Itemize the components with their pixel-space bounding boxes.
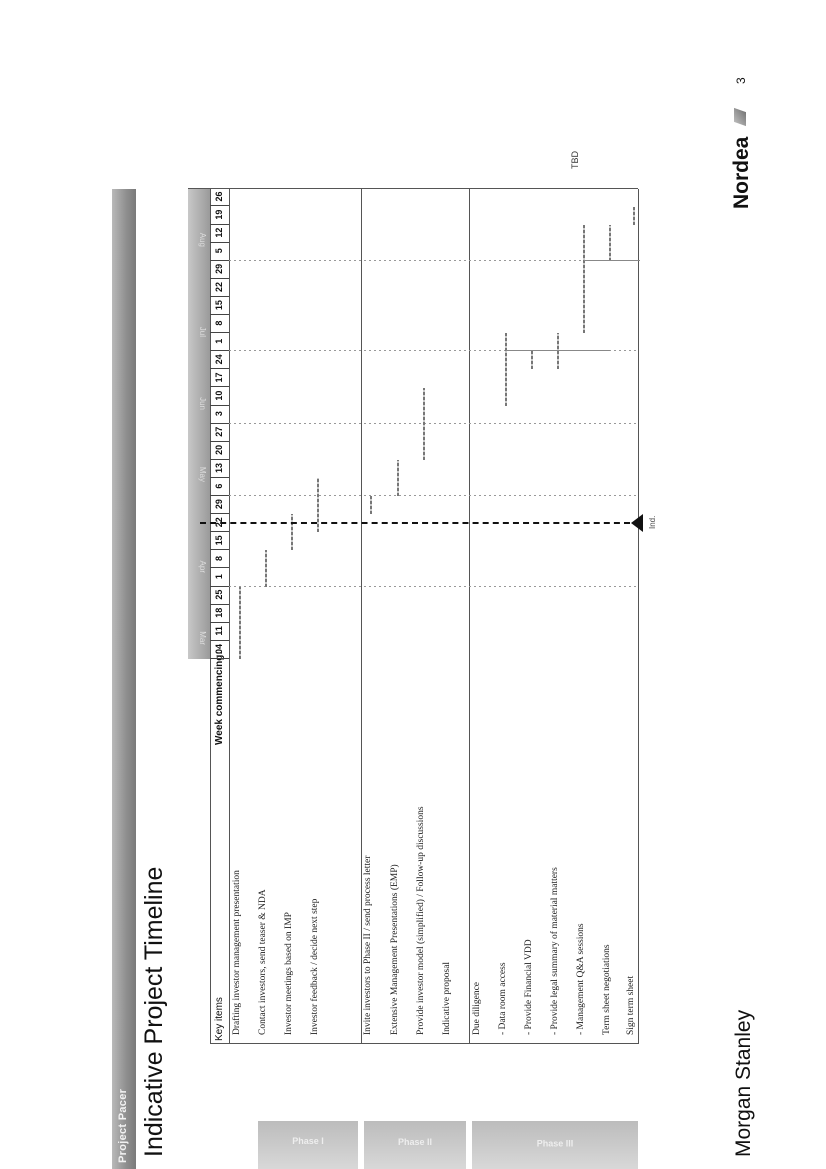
phase-tab-3 bbox=[472, 1121, 638, 1169]
week-cell: 26 bbox=[210, 187, 229, 206]
grid-line bbox=[188, 188, 638, 189]
month-label: Jul bbox=[198, 327, 207, 338]
week-cell: 20 bbox=[210, 441, 229, 460]
row-label: - Provide Financial VDD bbox=[524, 939, 534, 1035]
week-cell: 15 bbox=[210, 296, 229, 315]
week-cell: 1 bbox=[210, 568, 229, 587]
gantt-bar bbox=[505, 333, 507, 405]
week-cell: 10 bbox=[210, 387, 229, 406]
week-cell: 27 bbox=[210, 423, 229, 442]
deadline-label: Ind. bbox=[648, 515, 657, 529]
week-cell: 1 bbox=[210, 332, 229, 351]
month-divider bbox=[229, 260, 638, 261]
month-label: Mar bbox=[198, 631, 207, 645]
row-label: Due diligence bbox=[472, 981, 482, 1035]
connector-line bbox=[506, 350, 610, 351]
morgan-stanley-logo: Morgan Stanley bbox=[732, 1009, 755, 1157]
week-cell: 13 bbox=[210, 459, 229, 478]
section-divider bbox=[361, 189, 362, 1044]
week-commencing-label: Week commencing: bbox=[214, 651, 225, 745]
phase-label: Phase III bbox=[536, 1138, 574, 1149]
week-cell: 8 bbox=[210, 314, 229, 333]
week-cell: 29 bbox=[210, 495, 229, 514]
row-label: Investor feedback / decide next step bbox=[310, 898, 320, 1035]
gantt-bar bbox=[370, 496, 372, 514]
week-cell: 17 bbox=[210, 368, 229, 387]
week-cell: 04 bbox=[210, 640, 229, 659]
week-cell: 8 bbox=[210, 549, 229, 568]
banner-label: Project Pacer bbox=[117, 1088, 129, 1163]
phase-label: Phase I bbox=[292, 1135, 324, 1146]
gantt-bar bbox=[557, 333, 559, 369]
grid-line bbox=[210, 1043, 638, 1044]
row-label: Term sheet negotiations bbox=[602, 944, 612, 1035]
deadline-line bbox=[200, 522, 630, 524]
row-label: Sign term sheet bbox=[626, 975, 636, 1035]
phase-tab-1 bbox=[258, 1121, 358, 1169]
top-banner bbox=[112, 189, 136, 1169]
section-divider bbox=[469, 189, 470, 1044]
week-cell: 29 bbox=[210, 260, 229, 279]
row-label: - Management Q&A sessions bbox=[576, 923, 586, 1035]
page-title: Indicative Project Timeline bbox=[140, 866, 168, 1157]
page-number: 3 bbox=[734, 77, 748, 84]
week-cell: 22 bbox=[210, 513, 229, 532]
gantt-bar bbox=[423, 388, 425, 460]
phase-label: Phase II bbox=[397, 1137, 433, 1148]
gantt-bar bbox=[583, 225, 585, 334]
row-label: Extensive Management Presentations (EMP) bbox=[390, 864, 400, 1035]
week-cell: 15 bbox=[210, 531, 229, 550]
week-cell: 18 bbox=[210, 604, 229, 623]
deadline-arrow-icon bbox=[631, 514, 643, 532]
connector-line bbox=[584, 260, 640, 261]
week-cell: 6 bbox=[210, 477, 229, 496]
month-label: Apr bbox=[198, 560, 207, 573]
gantt-bar bbox=[265, 550, 267, 586]
row-label: Provide investor model (simplified) / Follow-up discussions bbox=[416, 806, 426, 1035]
gantt-bar bbox=[397, 460, 399, 496]
gantt-bar bbox=[239, 587, 241, 659]
nordea-logo: Nordea bbox=[730, 136, 753, 209]
month-label: Jun bbox=[198, 396, 207, 410]
row-label: Investor meetings based on IMP bbox=[284, 912, 294, 1035]
week-cell: 12 bbox=[210, 224, 229, 243]
week-cell: 11 bbox=[210, 622, 229, 641]
gantt-bar bbox=[291, 514, 293, 550]
week-cell: 24 bbox=[210, 350, 229, 369]
week-cell: 5 bbox=[210, 242, 229, 261]
row-label: Indicative proposal bbox=[442, 961, 452, 1035]
week-cell: 3 bbox=[210, 405, 229, 424]
row-label: Drafting investor management presentation bbox=[232, 870, 242, 1035]
week-cell: 22 bbox=[210, 278, 229, 297]
grid-line bbox=[638, 189, 639, 1044]
month-label: Aug bbox=[198, 232, 207, 247]
gantt-bar bbox=[633, 207, 635, 225]
row-label: - Data room access bbox=[498, 962, 508, 1035]
key-items-header: Key items bbox=[214, 997, 225, 1041]
tbd-label: TBD bbox=[570, 151, 580, 169]
row-label: - Provide legal summary of material matters bbox=[550, 867, 560, 1035]
phase-tab-2 bbox=[364, 1121, 466, 1169]
grid-line bbox=[229, 189, 230, 1044]
month-divider bbox=[229, 586, 638, 587]
month-label: May bbox=[198, 466, 207, 483]
row-label: Invite investors to Phase II / send process letter bbox=[363, 855, 373, 1035]
nordea-mark-icon bbox=[734, 108, 746, 126]
row-label: Contact investors, send teaser & NDA bbox=[258, 889, 268, 1035]
gantt-bar bbox=[609, 225, 611, 261]
month-divider bbox=[229, 423, 638, 424]
week-cell: 25 bbox=[210, 586, 229, 605]
gantt-bar bbox=[531, 351, 533, 369]
month-header-band bbox=[188, 189, 210, 659]
gantt-bar bbox=[317, 478, 319, 532]
month-divider bbox=[229, 495, 638, 496]
week-cell: 19 bbox=[210, 206, 229, 225]
